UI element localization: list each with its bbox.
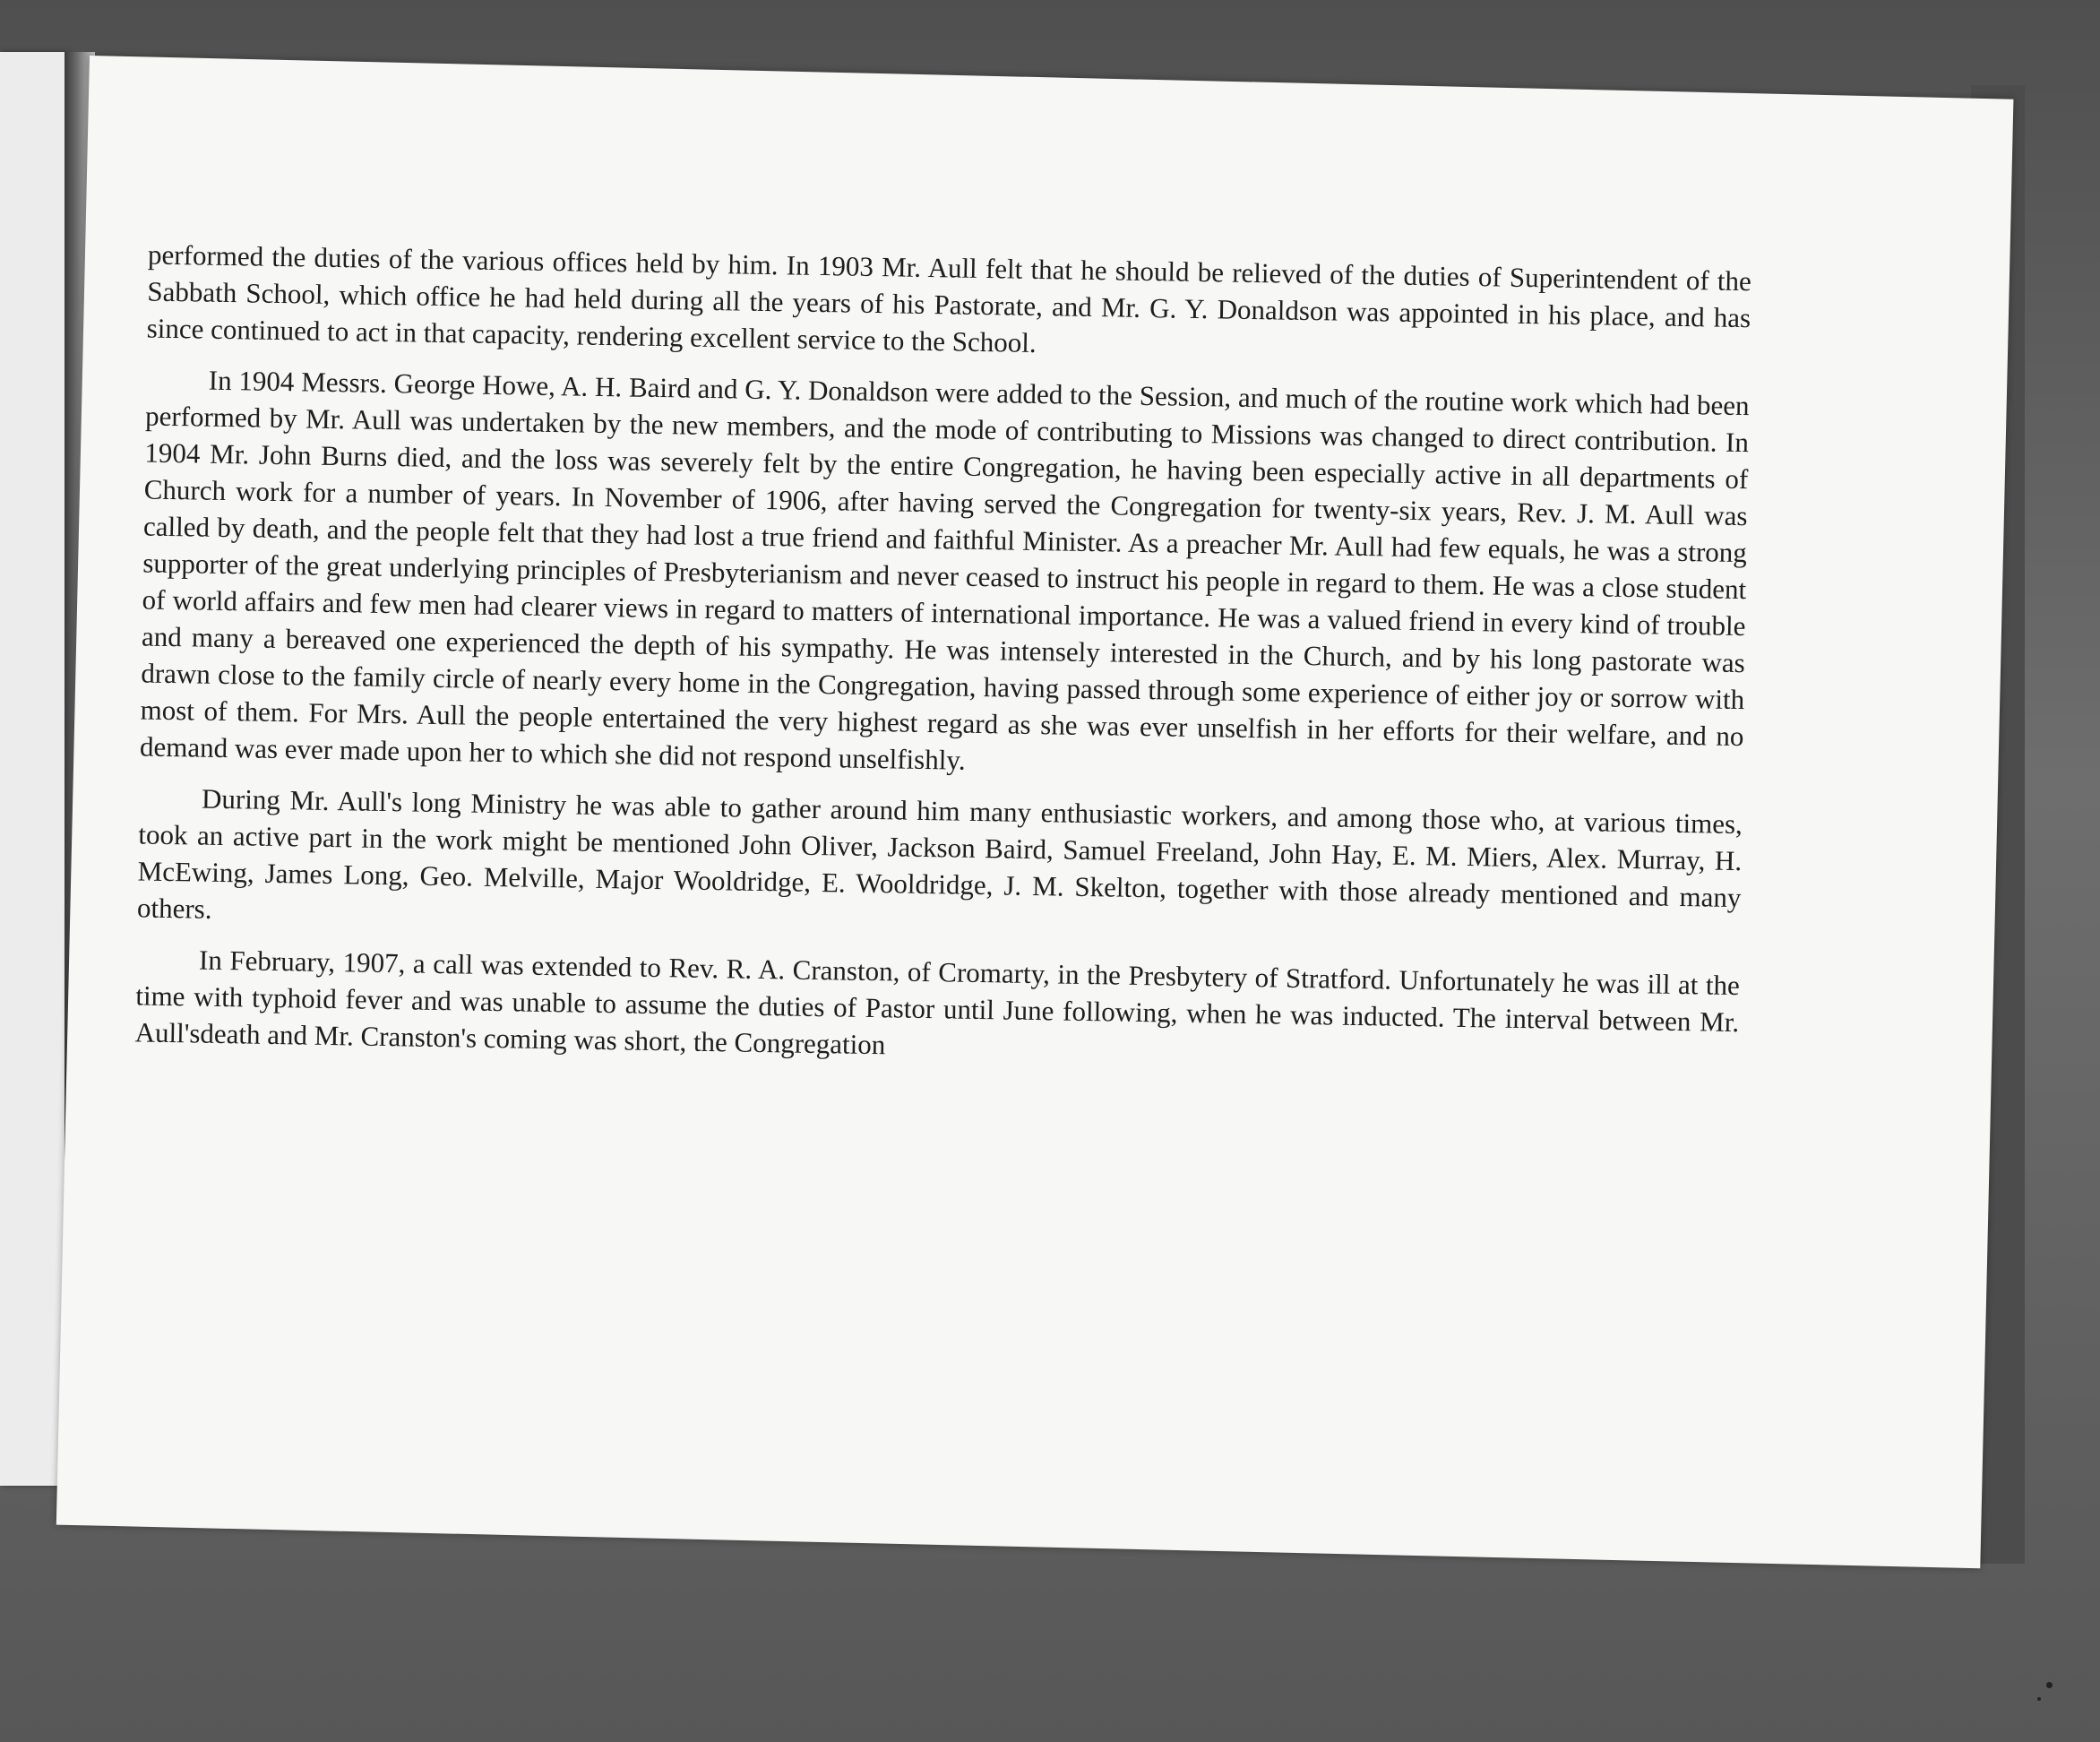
left-page-edge [0, 52, 68, 1486]
page-text [134, 237, 1751, 1092]
paragraph-1904-session: In 1904 Messrs. George Howe, A. H. Baird and G. Y. Donaldson were added to the Session, and much of the routine work which had been performed by Mr. Aull was undertaken by the new members, and the mode of contributing to Missions was changed to direct contribution. In 1904 Mr. John Burns died, and the loss was severely felt by the entire Congregation, he having been especially active in all departments of Church work for a number of years. In November of 1906, after having served the Congregation for twenty-six years, Rev. J. M. Aull was called by death, and the people felt that they had lost a true friend and faithful Minister. As a preacher Mr. Aull had few equals, he was a strong supporter of the great underlying principles of Presbyterianism and never ceased to instruct his people in regard to them. He was a close student of world affairs and few men had clearer views in regard to matters of international importance. He was a valued friend in every kind of trouble and many a bereaved one experienced the depth of his sympathy. He was intensely interested in the Church, and by his long pastorate was drawn close to the family circle of nearly every home in the Congregation, having passed through some experience of either joy or sorrow with most of them. For Mrs. Aull the people entertained the very highest regard as she was ever unselfish in her efforts for their welfare, and no demand was ever made upon her to which she did not respond unselfishly. [139, 364, 1750, 776]
paragraph-continued: performed the duties of the various offices held by him. In 1903 Mr. Aull felt that he should be relieved of the duties of Superintendent of the Sabbath School, which office he had held during all the years of his Pastorate, and Mr. G. Y. Donaldson was appointed in his place, and has since continued to act in that capacity, rendering excellent service to the School. [146, 238, 1752, 358]
paragraph-1907-call: In February, 1907, a call was extended to Rev. R. A. Cranston, of Cromarty, in the Presbytery of Stratford. Unfortunately he was ill at the time with typhoid fever and was unable to assume the duties of Pastor until June following, when he was inducted. The interval between Mr. Aull'sdeath and Mr. Cranston's coming was short, the Congregation [134, 944, 1741, 1061]
dust-speck [2037, 1697, 2041, 1701]
paragraph-workers: During Mr. Aull's long Ministry he was able to gather around him many enthusiastic workers, and among those who, at various times, took an active part in the work might be mentioned John Oliver, Jackson Baird, Samuel Freeland, John Hay, E. M. Miers, Alex. Murray, H. McEwing, James Long, Geo. Melville, Major Wooldridge, E. Wooldridge, J. M. Skelton, together with those already mentioned and many others. [136, 782, 1743, 925]
book-page [56, 56, 2014, 1568]
dust-speck [2046, 1682, 2053, 1688]
